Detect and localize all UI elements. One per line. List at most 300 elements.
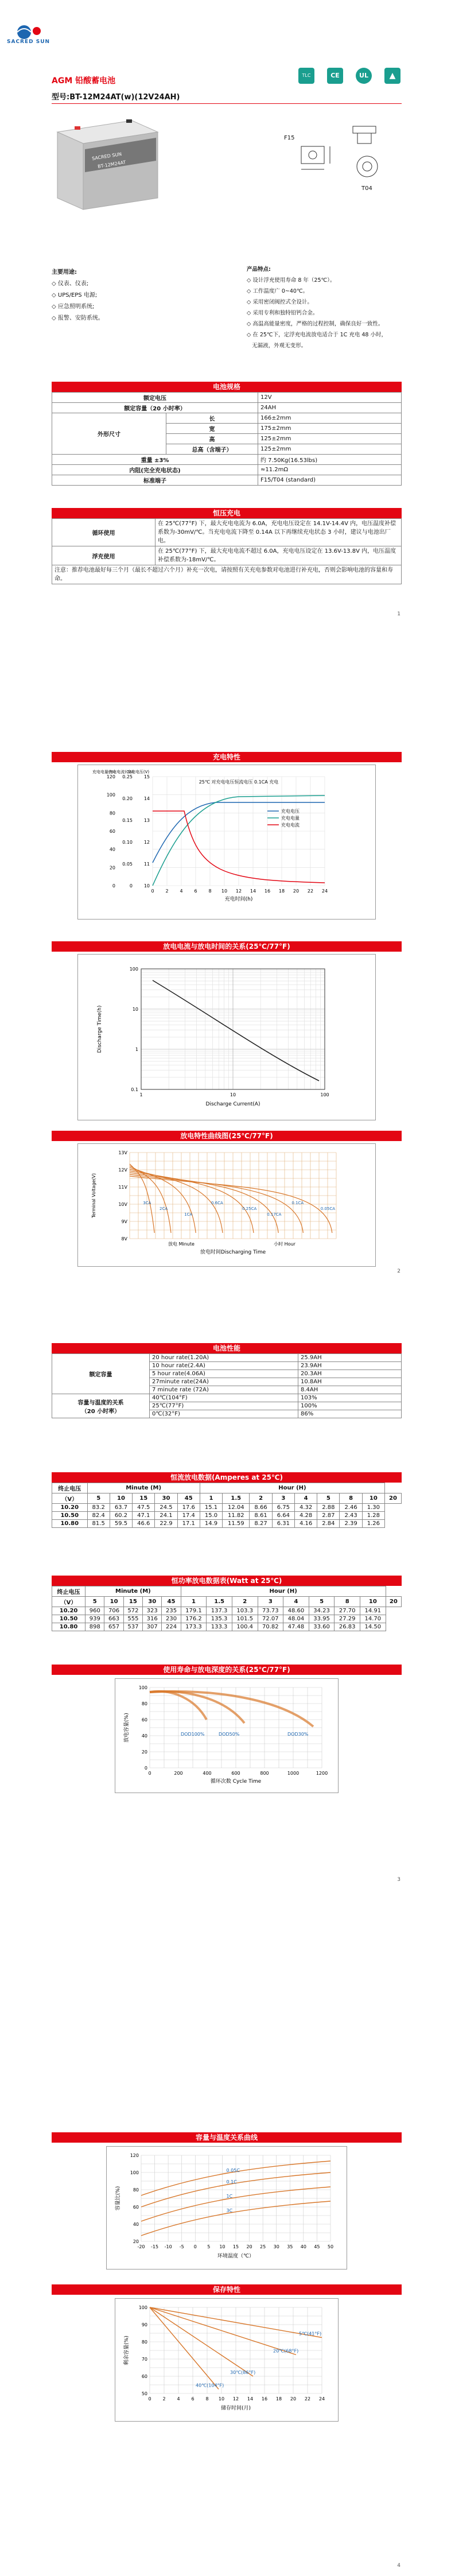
tick-label: 20 xyxy=(133,2239,139,2244)
perf-cell: 86% xyxy=(298,1410,402,1418)
tick-label: 120 xyxy=(130,2153,139,2158)
tick-label: 0 xyxy=(129,883,133,889)
x-axis-label: Discharge Current(A) xyxy=(205,1101,260,1107)
tick-label: 60 xyxy=(133,2205,139,2210)
table-cell: 4.32 xyxy=(294,1504,317,1512)
tick-label: 20 xyxy=(290,2396,297,2402)
amp-table xyxy=(52,1483,402,1528)
tick-label: 0.1 xyxy=(131,1087,138,1092)
column-header: 8 xyxy=(340,1493,362,1504)
charge-characteristic-chart xyxy=(78,765,376,920)
page-1 xyxy=(0,0,455,649)
table-cell: 12.04 xyxy=(223,1504,250,1512)
column-header: 1.5 xyxy=(223,1493,250,1504)
tick-label: 400 xyxy=(203,1771,212,1776)
tick-label: 1 xyxy=(139,1092,143,1097)
table-cell: 235 xyxy=(162,1607,181,1615)
table-cell: 47.48 xyxy=(283,1623,309,1631)
cycle-life-chart xyxy=(115,1679,339,1794)
column-header: 45 xyxy=(162,1597,181,1607)
curve-label: 0.05CA xyxy=(320,1206,336,1211)
table-cell: 10.20 xyxy=(52,1504,88,1512)
column-header: 5 xyxy=(85,1597,104,1607)
tick-label: 80 xyxy=(141,1701,147,1706)
tick-label: 200 xyxy=(174,1771,183,1776)
spec-row xyxy=(52,475,402,486)
table-cell: 10.80 xyxy=(52,1520,88,1528)
x-axis-label: 放电时间Discharging Time xyxy=(200,1250,266,1255)
tick-label: 100 xyxy=(129,967,138,972)
tick-label: -20 xyxy=(137,2244,145,2249)
charge-note: 注意：推荐电池最好每三个月（最长不超过六个月）补充一次电，请按照有关充电参数对电池进行补充电，否则会影响电池的容量和寿命。 xyxy=(52,565,402,584)
battery-label-model: BT-12M24AT xyxy=(97,160,126,169)
spec-cell: 总高（含端子） xyxy=(166,444,258,455)
temp-capacity-chart xyxy=(107,2147,348,2270)
table-header xyxy=(52,1586,402,1597)
feature-item: ◇ 采用专利和独特铅钙合金。 xyxy=(247,310,318,316)
storage-chart xyxy=(115,2299,339,2422)
table-cell: 2.87 xyxy=(317,1512,340,1520)
spec-cell: 24AH xyxy=(258,403,402,413)
tick-label: 22 xyxy=(304,2396,311,2402)
tick-label: 15 xyxy=(143,774,150,779)
table-row xyxy=(52,1512,402,1520)
temp-capacity-section xyxy=(52,2132,402,2269)
curve-label: 0.17CA xyxy=(267,1212,282,1217)
x-axis-label: 循环次数 Cycle Time xyxy=(210,1779,262,1784)
table-cell: 81.5 xyxy=(87,1520,110,1528)
table-cell: 2.84 xyxy=(317,1520,340,1528)
legend-label: 充电电量 xyxy=(281,816,300,821)
table-cell: 657 xyxy=(104,1623,123,1631)
table-cell: 24.1 xyxy=(155,1512,177,1520)
table-cell: 10.20 xyxy=(52,1607,85,1615)
cycle-use-label: 循环使用 xyxy=(52,519,155,546)
table-cell: 2.39 xyxy=(340,1520,362,1528)
curve-label: 1C xyxy=(226,2194,233,2199)
tick-label: 20 xyxy=(141,1749,147,1755)
table-cell: 4.16 xyxy=(294,1520,317,1528)
feature-item: ◇ 工作温度广 0~40℃。 xyxy=(247,288,309,294)
tick-label: 90 xyxy=(141,2322,147,2327)
tick-label: 100 xyxy=(320,1092,329,1097)
curve-label: 3CA xyxy=(143,1201,151,1205)
tick-label: -15 xyxy=(151,2244,159,2249)
curve-label: 0.1CA xyxy=(291,1201,304,1205)
features-title: 产品特点: xyxy=(247,266,271,273)
terminal-drawing xyxy=(267,118,405,198)
table-header-cell: Minute (M) xyxy=(87,1483,200,1493)
tick-label: 100 xyxy=(138,2305,147,2310)
table-cell: 60.2 xyxy=(110,1512,132,1520)
tick-label: 4 xyxy=(177,2396,180,2402)
spec-cell: 125±2mm xyxy=(258,434,402,444)
series-title: AGM 铅酸蓄电池 xyxy=(52,76,116,86)
cycle-curve xyxy=(150,1692,313,1727)
discharge-curve xyxy=(130,1173,278,1233)
performance-section xyxy=(52,1343,402,1418)
watt-title: 恒功率放电数据表(Watt at 25℃) xyxy=(52,1576,402,1586)
column-header: 2 xyxy=(250,1493,272,1504)
tick-label: 10 xyxy=(218,2396,225,2402)
table-cell: 224 xyxy=(162,1623,181,1631)
table-cell: 663 xyxy=(104,1615,123,1623)
tick-label: 2 xyxy=(165,889,169,894)
table-cell: 73.73 xyxy=(258,1607,283,1615)
table-cell: 46.6 xyxy=(133,1520,155,1528)
curve-label: 3C xyxy=(226,2208,233,2213)
spec-row xyxy=(52,403,402,413)
tick-label: 100 xyxy=(130,2170,139,2175)
perf-cell: 20.3AH xyxy=(298,1370,402,1378)
page-3 xyxy=(0,1297,455,1929)
tick-label: 10 xyxy=(143,883,150,889)
tick-label: 14 xyxy=(247,2396,254,2402)
table-header-cell: Hour (H) xyxy=(181,1586,386,1597)
table-cell: 22.9 xyxy=(155,1520,177,1528)
spec-cell: 12V xyxy=(258,393,402,403)
table-cell: 27.29 xyxy=(335,1615,360,1623)
table-cell: 323 xyxy=(143,1607,162,1615)
tick-label: -5 xyxy=(179,2244,184,2249)
tick-label: 16 xyxy=(261,2396,268,2402)
table-cell: 1.28 xyxy=(362,1512,384,1520)
performance-table xyxy=(52,1353,402,1418)
spec-table xyxy=(52,392,402,486)
tick-label: 50 xyxy=(141,2391,147,2396)
table-cell: 15.0 xyxy=(200,1512,222,1520)
tick-label: 40 xyxy=(141,1733,147,1739)
curve-label: DOD50% xyxy=(219,1732,240,1737)
table-cell: 47.5 xyxy=(133,1504,155,1512)
discharge-characteristic-chart xyxy=(78,1144,376,1267)
storage-line xyxy=(150,2307,299,2355)
spec-cell: F15/T04 (standard) xyxy=(258,475,402,486)
column-header: 3 xyxy=(272,1493,294,1504)
column-header: 15 xyxy=(123,1597,142,1607)
perf-cell: 5 hour rate(4.06A) xyxy=(150,1370,298,1378)
y-axis-label: 充电电流(CA) xyxy=(108,770,134,774)
tick-label: 0 xyxy=(148,2396,151,2402)
battery-image xyxy=(52,115,164,212)
table-cell: 316 xyxy=(143,1615,162,1623)
cycle-life-section xyxy=(52,1665,402,1793)
ce-logo-icon: CE xyxy=(327,68,343,84)
spec-cell: 长 xyxy=(166,413,258,424)
column-header: 20 xyxy=(385,1493,402,1504)
charge-chart-title: 充电特性 xyxy=(52,752,402,762)
table-cell: 82.4 xyxy=(87,1512,110,1520)
perf-cell: 0℃(32°F) xyxy=(150,1410,298,1418)
table-cell: 72.07 xyxy=(258,1615,283,1623)
tlc-logo-icon: TLC xyxy=(298,68,314,84)
table-cell: 33.95 xyxy=(309,1615,335,1623)
page-number: 2 xyxy=(397,1268,400,1274)
table-cell: 307 xyxy=(143,1623,162,1631)
column-header: 15 xyxy=(133,1493,155,1504)
tick-label: 40 xyxy=(109,847,115,852)
spec-cell: 额定电压 xyxy=(52,393,258,403)
terminal-f15-label: F15 xyxy=(284,135,295,141)
column-header: 1.5 xyxy=(207,1597,232,1607)
curve-label: 0.25CA xyxy=(242,1206,257,1211)
y-axis-label: 容量比(%) xyxy=(115,2186,121,2211)
table-cell: 10.80 xyxy=(52,1623,85,1631)
tick-label: 2 xyxy=(162,2396,166,2402)
table-cell: 537 xyxy=(123,1623,142,1631)
table-row xyxy=(52,1520,402,1528)
tick-label: 12 xyxy=(232,2396,239,2402)
table-cell: 47.1 xyxy=(133,1512,155,1520)
page-number: 4 xyxy=(397,2563,400,2569)
table-cell: 14.9 xyxy=(200,1520,222,1528)
tick-label: 10 xyxy=(221,889,228,894)
table-cell: 6.64 xyxy=(272,1512,294,1520)
perf-cell: 27minute rate(24A) xyxy=(150,1378,298,1386)
tick-label: 9V xyxy=(121,1219,127,1224)
table-cell: 6.31 xyxy=(272,1520,294,1528)
tick-label: 100 xyxy=(106,792,115,798)
table-header-cell: 终止电压 xyxy=(52,1586,85,1597)
features-section xyxy=(247,264,413,351)
tick-label: 0 xyxy=(148,1771,151,1776)
spec-section xyxy=(52,382,402,486)
tick-label: 20 xyxy=(293,889,300,894)
perf-cell: 10.8AH xyxy=(298,1378,402,1386)
tick-label: 0.10 xyxy=(122,840,133,845)
table-cell: 230 xyxy=(162,1615,181,1623)
tick-label: 11V xyxy=(118,1185,127,1190)
table-cell: 15.1 xyxy=(200,1504,222,1512)
tick-label: 12V xyxy=(118,1167,127,1173)
column-header: 4 xyxy=(283,1597,309,1607)
use-item: ◇ 仪表、仪表; xyxy=(52,281,89,287)
tick-label: 1000 xyxy=(287,1771,300,1776)
spec-row xyxy=(52,465,402,475)
perf-temp-label: 容量与温度的关系 （20 小时率） xyxy=(52,1394,150,1418)
table-cell: 17.4 xyxy=(177,1512,200,1520)
x-axis-label: 储存时间(月) xyxy=(220,2406,251,2411)
tick-label: 22 xyxy=(307,889,314,894)
discharge-curve-title: 放电特性曲线图(25℃/77°F) xyxy=(52,1131,402,1141)
page-4 xyxy=(0,1929,455,2576)
tick-label: 24 xyxy=(318,2396,325,2402)
table-cell: 8.27 xyxy=(250,1520,272,1528)
tick-label: 70 xyxy=(141,2357,147,2362)
column-header: 5 xyxy=(309,1597,335,1607)
spec-cell: 外形尺寸 xyxy=(52,413,166,455)
tick-label: 20 xyxy=(246,2244,252,2249)
watt-table xyxy=(52,1586,402,1631)
table-header-cell: Minute (M) xyxy=(85,1586,181,1597)
tick-label: 35 xyxy=(287,2244,293,2249)
table-cell: 11.82 xyxy=(223,1512,250,1520)
feature-item: ◇ 采用密闭阀控式全设计。 xyxy=(247,299,313,305)
table-cell: 10.50 xyxy=(52,1512,88,1520)
tick-label: 1200 xyxy=(316,1771,328,1776)
spec-cell: 125±2mm xyxy=(258,444,402,455)
tick-label: -10 xyxy=(164,2244,172,2249)
tick-label: 800 xyxy=(260,1771,269,1776)
spec-cell: 约 7.50Kg(16.53lbs) xyxy=(258,455,402,465)
spec-row xyxy=(52,455,402,465)
use-item: ◇ 应急照明系统; xyxy=(52,304,95,310)
tick-label: 8 xyxy=(208,889,212,894)
table-cell: 572 xyxy=(123,1607,142,1615)
table-cell: 939 xyxy=(85,1615,104,1623)
spec-cell: 内阻(完全充电状态) xyxy=(52,465,258,475)
column-header: 8 xyxy=(335,1597,360,1607)
tick-label: 15 xyxy=(232,2244,239,2249)
tick-label: 1 xyxy=(135,1047,138,1052)
tick-label: 8V xyxy=(121,1236,127,1242)
tick-label: 50 xyxy=(327,2244,334,2249)
tick-label: 12 xyxy=(143,840,150,845)
tick-label: 120 xyxy=(106,774,115,779)
tick-label: 0 xyxy=(144,1766,147,1771)
tick-label: 14 xyxy=(250,889,256,894)
tick-label: 5 xyxy=(207,2244,211,2249)
tick-label: 80 xyxy=(109,810,115,816)
tick-label: 12 xyxy=(235,889,242,894)
unit-cell: （V） xyxy=(52,1493,88,1504)
spec-cell: 重量 ±3% xyxy=(52,455,258,465)
table-cell: 24.5 xyxy=(155,1504,177,1512)
float-use-label: 浮充使用 xyxy=(52,546,155,565)
column-header: 10 xyxy=(360,1597,386,1607)
storage-line xyxy=(150,2307,219,2389)
tick-label: 6 xyxy=(191,2396,195,2402)
table-cell: 135.3 xyxy=(207,1615,232,1623)
x-axis-sub-label: 小时 Hour xyxy=(274,1242,295,1247)
perf-cell: 103% xyxy=(298,1394,402,1402)
column-header: 20 xyxy=(386,1597,401,1607)
spec-cell: 175±2mm xyxy=(258,424,402,434)
time-current-curve xyxy=(153,980,319,1081)
table-cell: 48.04 xyxy=(283,1615,309,1623)
terminal-diagram-icon xyxy=(267,118,405,198)
uses-section xyxy=(52,267,104,324)
brand-logo xyxy=(7,23,60,46)
table-cell: 34.23 xyxy=(309,1607,335,1615)
cycle-life-title: 使用寿命与放电深度的关系(25℃/77°F) xyxy=(52,1665,402,1675)
table-cell: 103.3 xyxy=(232,1607,258,1615)
perf-cell: 8.4AH xyxy=(298,1386,402,1394)
feature-item: 无漏液，外观无变形。 xyxy=(252,343,307,349)
tick-label: 0.05 xyxy=(122,862,133,867)
x-axis-label: 充电时间(h) xyxy=(224,897,253,902)
tick-label: 20 xyxy=(109,865,115,871)
charge-chart-section xyxy=(52,752,402,920)
tick-label: 24 xyxy=(321,889,328,894)
column-header: 5 xyxy=(317,1493,340,1504)
column-header: 1 xyxy=(200,1493,222,1504)
time-current-chart-section xyxy=(52,941,402,1120)
curve-label: 0.6CA xyxy=(211,1201,223,1205)
spec-row xyxy=(52,413,402,424)
table-cell: 14.70 xyxy=(360,1615,386,1623)
discharge-time-current-chart xyxy=(78,955,376,1121)
feature-item: ◇ 设计浮充使用寿命 8 年（25℃）。 xyxy=(247,277,336,284)
tick-label: 25 xyxy=(260,2244,266,2249)
table-cell: 14.50 xyxy=(360,1623,386,1631)
curve-label: DOD30% xyxy=(287,1732,309,1737)
model-name: BT-12M24AT(w)(12V24AH) xyxy=(69,93,180,102)
tick-label: 13V xyxy=(118,1150,127,1155)
table-cell: 173.3 xyxy=(181,1623,207,1631)
table-cell: 48.60 xyxy=(283,1607,309,1615)
tick-label: 40 xyxy=(133,2222,139,2227)
y-axis-label: Terminal Voltage(V) xyxy=(91,1173,96,1219)
float-use-text: 在 25℃(77°F) 下，最大充电电流不超过 6.0A，充电电压设定在 13.6V-13.8V 内，电压温度补偿系数为-18mV/℃。 xyxy=(155,546,402,565)
curve-label: 30℃(86°F) xyxy=(230,2370,256,2375)
terminal-t04-label: T04 xyxy=(361,185,372,192)
cert-logos xyxy=(298,68,400,84)
table-cell: 8.66 xyxy=(250,1504,272,1512)
column-header: 10 xyxy=(110,1493,132,1504)
chart-note: 25℃ 对充电电压恒流电压 0.1CA 充电 xyxy=(199,779,279,785)
tick-label: 0.25 xyxy=(122,774,133,779)
column-header: 4 xyxy=(294,1493,317,1504)
perf-cell: 20 hour rate(1.20A) xyxy=(150,1354,298,1362)
curve-label: 1CA xyxy=(184,1212,193,1217)
table-row xyxy=(52,1607,402,1615)
tick-label: 100 xyxy=(138,1685,147,1690)
table-header-cell: Hour (H) xyxy=(200,1483,384,1493)
header-rule xyxy=(52,103,402,104)
spec-cell: 高 xyxy=(166,434,258,444)
ul-logo-icon: UL xyxy=(356,68,372,84)
table-cell: 137.3 xyxy=(207,1607,232,1615)
table-header-cell: 终止电压 xyxy=(52,1483,88,1493)
tick-label: 13 xyxy=(143,818,150,823)
table-cell: 6.75 xyxy=(272,1504,294,1512)
feature-item: ◇ 高温高能量密度，严格的过程控制，确保良好一致性。 xyxy=(247,321,384,327)
tick-label: 10 xyxy=(132,1007,138,1012)
tick-label: 0.15 xyxy=(122,818,133,823)
spec-cell: 额定容量（20 小时率） xyxy=(52,403,258,413)
table-cell: 83.2 xyxy=(87,1504,110,1512)
page-number: 1 xyxy=(397,611,400,617)
tick-label: 80 xyxy=(133,2187,139,2193)
curve-label: 0.1C xyxy=(226,2179,237,2185)
x-axis-label: 环境温度（℃） xyxy=(217,2253,255,2259)
table-cell: 179.1 xyxy=(181,1607,207,1615)
tick-label: 16 xyxy=(264,889,271,894)
tick-label: 30 xyxy=(273,2244,279,2249)
unit-cell: （V） xyxy=(52,1597,85,1607)
tick-label: 0 xyxy=(112,883,115,889)
perf-cell: 40℃(104°F) xyxy=(150,1394,298,1402)
perf-cell: 23.9AH xyxy=(298,1362,402,1370)
perf-cap-label: 额定容量 xyxy=(52,1354,150,1394)
tick-label: 6 xyxy=(194,889,197,894)
table-cell: 26.83 xyxy=(335,1623,360,1631)
spec-title: 电池规格 xyxy=(52,382,402,392)
table-cell: 14.91 xyxy=(360,1607,386,1615)
perf-row xyxy=(52,1394,402,1402)
recycle-logo-icon: ▲ xyxy=(384,68,400,84)
table-row xyxy=(52,1615,402,1623)
table-cell: 27.70 xyxy=(335,1607,360,1615)
table-cell: 17.6 xyxy=(177,1504,200,1512)
table-cell: 63.7 xyxy=(110,1504,132,1512)
table-cell: 2.88 xyxy=(317,1504,340,1512)
perf-cell: 25.9AH xyxy=(298,1354,402,1362)
y-axis-label: 充电电量(%) xyxy=(92,770,116,774)
table-cell: 555 xyxy=(123,1615,142,1623)
table-cell: 17.1 xyxy=(177,1520,200,1528)
